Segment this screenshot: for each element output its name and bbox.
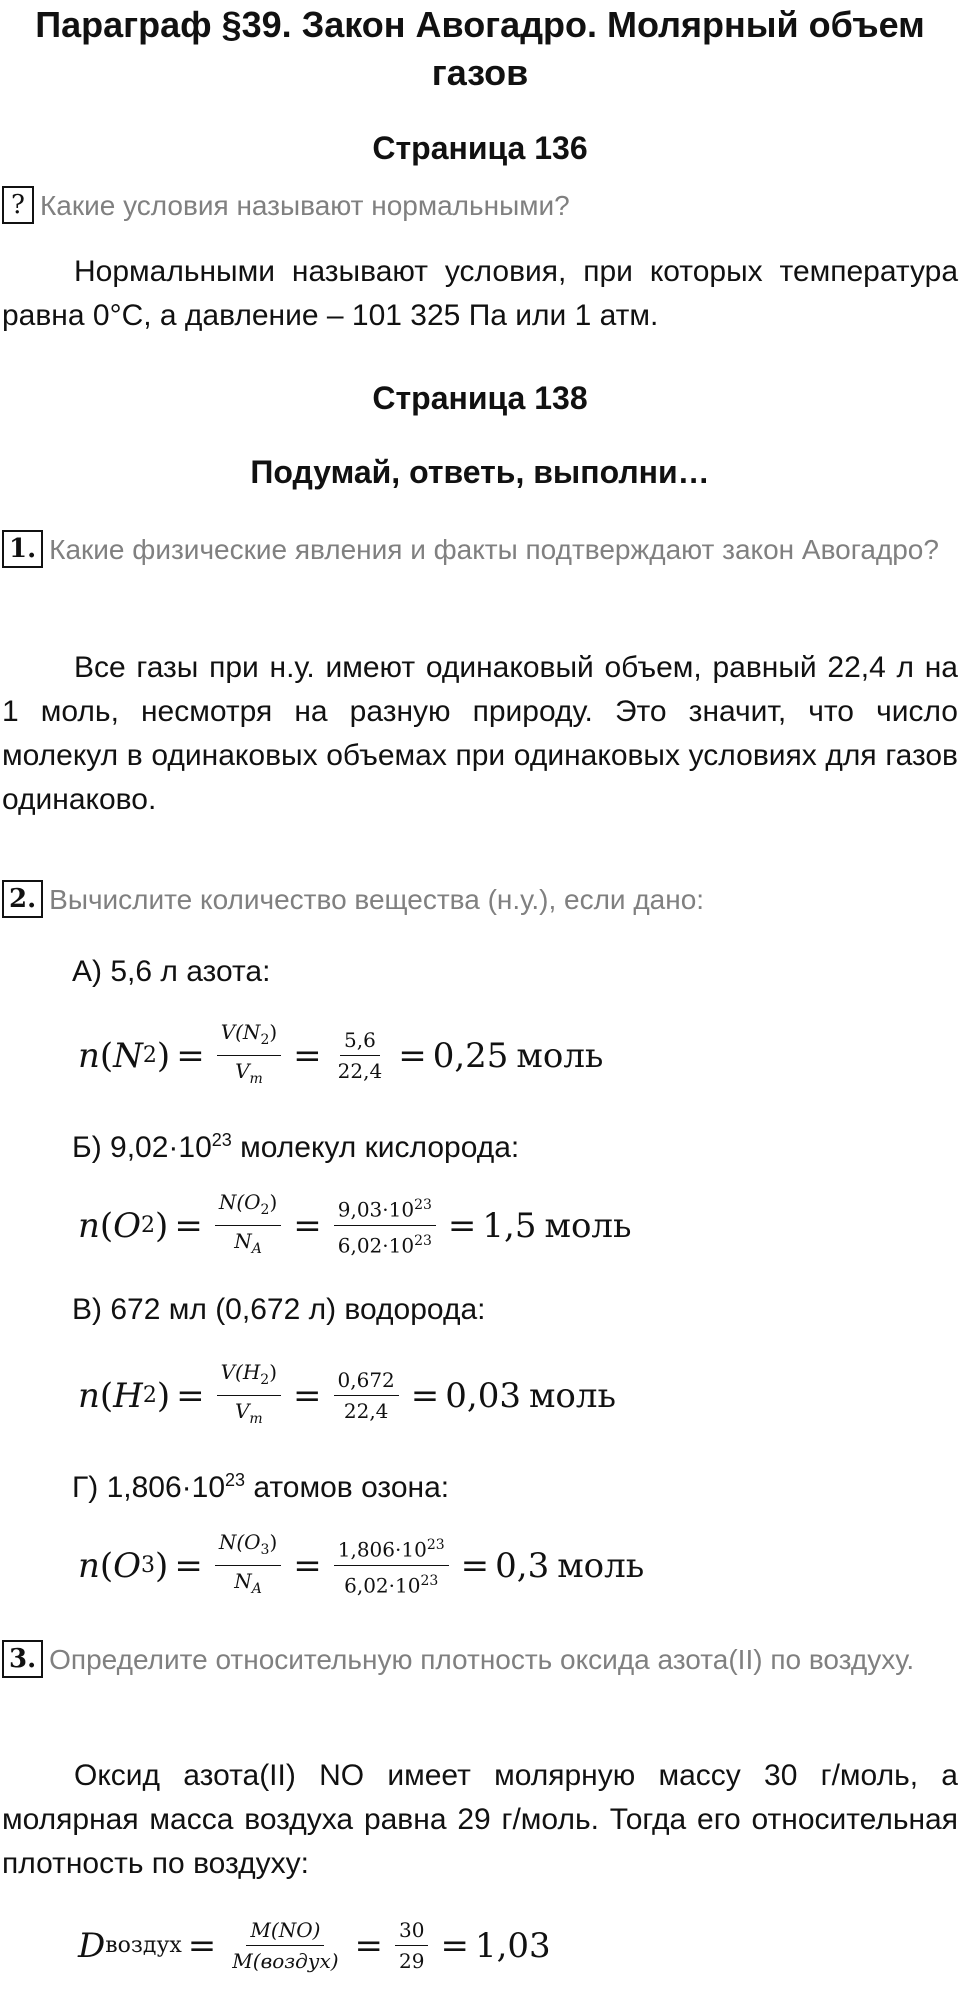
fraction: $\frac{N(O_2)}{N_A}$ — [215, 1190, 281, 1261]
result-c: 0,03 — [445, 1375, 521, 1416]
fraction-values: $\frac{1,806\cdot 10^{23}}{6,02\cdot 10^{23}}$ — [334, 1533, 449, 1597]
result-a: 0,25 — [432, 1035, 509, 1076]
task2-item-d-label: Г) $1,806\cdot 10^{23}$ атомов озона: — [72, 1470, 450, 1504]
fraction: $\frac{V(N_2)}{V_m}$ — [217, 1020, 281, 1091]
task1-answer: Все газы при н.у. имеют одинаковый объем, равный 22,4 л на 1 моль, несмотря на разную природу. Это значит, что число молекул в одинаковых объемах при одинаковых условиях для газов одинаково. — [2, 651, 958, 816]
question-mark-icon: ? — [2, 186, 34, 224]
result-d: 0,3 — [495, 1545, 550, 1586]
fraction: $\frac{M(NO)}{\text{M(воздух)}}$ — [232, 1918, 339, 1973]
task3-number-badge: 3. — [2, 1640, 43, 1678]
task2-question: Вычислите количество вещества (н.у.), если дано: — [49, 884, 705, 915]
formula-b: n ( O 2 ) = $\frac{N(O_2)}{N_A}$ = $\frac{9,03\cdot 10^{23}}{6,02\cdot 10^{23}}$ = 1,5 моль — [78, 1190, 632, 1261]
result-b: 1,5 — [482, 1205, 537, 1246]
task2-item-b-label: Б) $9,02\cdot 10^{23}$ молекул кислорода: — [72, 1130, 520, 1164]
task3-question-row — [2, 1638, 956, 1682]
task2-question-row — [2, 878, 956, 922]
fraction-values: $\frac{5,6}{22,4}$ — [337, 1028, 383, 1083]
formula-a: n ( N 2 ) = $\frac{V(N_2)}{V_m}$ = $\frac{5,6}{22,4}$ = 0,25 моль — [78, 1020, 603, 1091]
formula-density: D воздух = $\frac{M(NO)}{\text{M(воздух)}}$ = $\frac{30}{29}$ = 1,03 — [78, 1918, 551, 1973]
page-136-heading: Страница 136 — [372, 130, 588, 166]
task2-number-badge: 2. — [2, 880, 43, 918]
page-title: Параграф §39. Закон Авогадро. Молярный объем — [35, 4, 925, 45]
task3-answer: Оксид азота(II) NO имеет молярную массу 30 г/моль, а молярная масса воздуха равна 29 г/моль. Тогда его относительная плотность по воздуху: — [2, 1759, 958, 1880]
task1-question-row — [2, 528, 956, 572]
task2-item-c-label: В) 672 мл (0,672 л) водорода: — [72, 1293, 486, 1326]
page-138-heading: Страница 138 — [372, 380, 588, 416]
formula-d: n ( O 3 ) = $\frac{N(O_3)}{N_A}$ = $\frac{1,806\cdot 10^{23}}{6,02\cdot 10^{23}}$ = 0,3 моль — [78, 1530, 644, 1601]
section-subheading: Подумай, ответь, выполни… — [250, 454, 710, 490]
answer-page136: Нормальными называют условия, при которых температура равна 0°С, а давление – 101 325 Па или 1 атм. — [2, 255, 958, 332]
task1-question: Какие физические явления и факты подтверждают закон Авогадро? — [49, 534, 939, 565]
result-density: 1,03 — [474, 1925, 551, 1966]
question-row-page136 — [2, 184, 956, 228]
formula-c: n ( H 2 ) = $\frac{V(H_2)}{V_m}$ = $\frac{0,672}{22,4}$ = 0,03 моль — [78, 1360, 616, 1431]
task2-item-a-label: А) 5,6 л азота: — [72, 955, 271, 988]
fraction-values: $\frac{9,03\cdot 10^{23}}{6,02\cdot 10^{23}}$ — [334, 1193, 436, 1257]
task3-question: Определите относительную плотность оксида азота(II) по воздуху. — [49, 1644, 915, 1675]
page-title-line2: газов — [431, 52, 529, 93]
fraction: $\frac{V(H_2)}{V_m}$ — [217, 1360, 281, 1431]
task1-number-badge: 1. — [2, 530, 43, 568]
question-text: Какие условия называют нормальными? — [39, 190, 570, 221]
fraction: $\frac{N(O_3)}{N_A}$ — [215, 1530, 281, 1601]
fraction-values: $\frac{30}{29}$ — [395, 1918, 428, 1973]
fraction-values: $\frac{0,672}{22,4}$ — [334, 1368, 399, 1423]
